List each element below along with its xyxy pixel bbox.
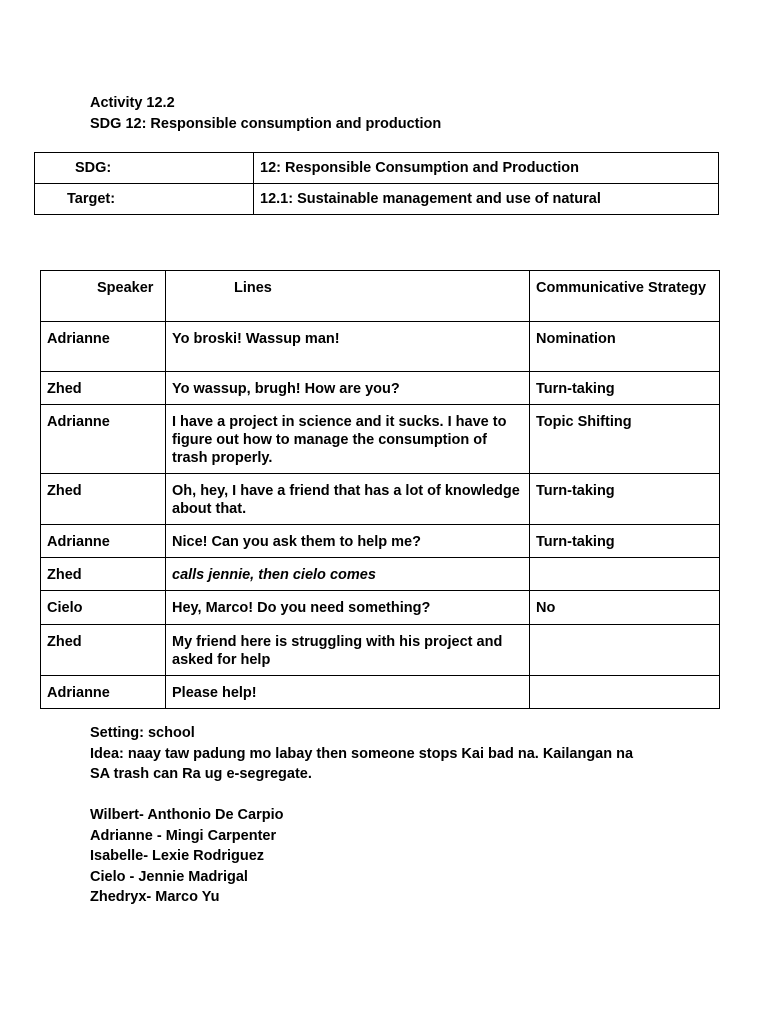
row-line: Please help! xyxy=(166,676,530,709)
sdg-row xyxy=(35,153,719,184)
row-strategy: Turn-taking xyxy=(530,372,720,405)
row-speaker: Adrianne xyxy=(41,525,166,558)
setting-line: Setting: school xyxy=(90,725,195,741)
row-strategy: Nomination xyxy=(530,322,720,372)
sdg-value: 12: Responsible Consumption and Production xyxy=(254,153,719,184)
table-row xyxy=(41,558,720,591)
cast-item: Zhedryx- Marco Yu xyxy=(90,889,220,905)
row-line: My friend here is struggling with his project and asked for help xyxy=(166,625,530,676)
target-row xyxy=(35,184,719,215)
sdg-key: SDG: xyxy=(35,153,254,184)
row-strategy: No xyxy=(530,591,720,625)
row-line: Yo wassup, brugh! How are you? xyxy=(166,372,530,405)
row-line: I have a project in science and it sucks. I have to figure out how to manage the consumption of trash properly. xyxy=(166,405,530,474)
row-strategy xyxy=(530,676,720,709)
dialogue-header-row xyxy=(41,271,720,322)
header-lines: Lines xyxy=(166,271,530,322)
row-speaker: Zhed xyxy=(41,474,166,525)
row-strategy: Turn-taking xyxy=(530,525,720,558)
cast-item: Wilbert- Anthonio De Carpio xyxy=(90,807,284,823)
row-speaker: Zhed xyxy=(41,625,166,676)
row-speaker: Adrianne xyxy=(41,405,166,474)
table-row xyxy=(41,591,720,625)
target-key: Target: xyxy=(35,184,254,215)
row-speaker: Adrianne xyxy=(41,322,166,372)
row-strategy xyxy=(530,558,720,591)
idea-line-1: Idea: naay taw padung mo labay then someone stops Kai bad na. Kailangan na xyxy=(90,745,634,762)
cast-item: Cielo - Jennie Madrigal xyxy=(90,868,248,885)
table-row xyxy=(41,474,720,525)
row-speaker: Zhed xyxy=(41,558,166,591)
row-speaker: Zhed xyxy=(41,372,166,405)
cast-item: Isabelle- Lexie Rodriguez xyxy=(90,848,265,864)
header-strategy: Communicative Strategy xyxy=(530,271,720,322)
row-line-stage-direction: calls jennie, then cielo comes xyxy=(166,558,530,591)
row-speaker: Adrianne xyxy=(41,676,166,709)
activity-title: Activity 12.2 xyxy=(90,95,175,111)
sdg-subtitle: SDG 12: Responsible consumption and production xyxy=(90,116,442,132)
table-row xyxy=(41,625,720,676)
table-row xyxy=(41,676,720,709)
target-value: 12.1: Sustainable management and use of natural xyxy=(254,184,719,215)
header-speaker: Speaker xyxy=(41,271,166,322)
row-line: Hey, Marco! Do you need something? xyxy=(166,591,530,625)
cast-item: Adrianne - Mingi Carpenter xyxy=(90,827,277,844)
spacer xyxy=(90,785,633,806)
idea-line-2: SA trash can Ra ug e-segregate. xyxy=(90,766,312,782)
table-row xyxy=(41,525,720,558)
dialogue-table xyxy=(40,270,720,709)
row-line: Nice! Can you ask them to help me? xyxy=(166,525,530,558)
table-row xyxy=(41,405,720,474)
notes-block xyxy=(90,723,633,908)
row-strategy xyxy=(530,625,720,676)
row-speaker: Cielo xyxy=(41,591,166,625)
row-strategy: Turn-taking xyxy=(530,474,720,525)
sdg-table xyxy=(34,152,719,215)
row-line: Oh, hey, I have a friend that has a lot of knowledge about that. xyxy=(166,474,530,525)
row-line: Yo broski! Wassup man! xyxy=(166,322,530,372)
row-strategy: Topic Shifting xyxy=(530,405,720,474)
table-row xyxy=(41,372,720,405)
heading-block xyxy=(90,93,441,135)
table-row xyxy=(41,322,720,372)
